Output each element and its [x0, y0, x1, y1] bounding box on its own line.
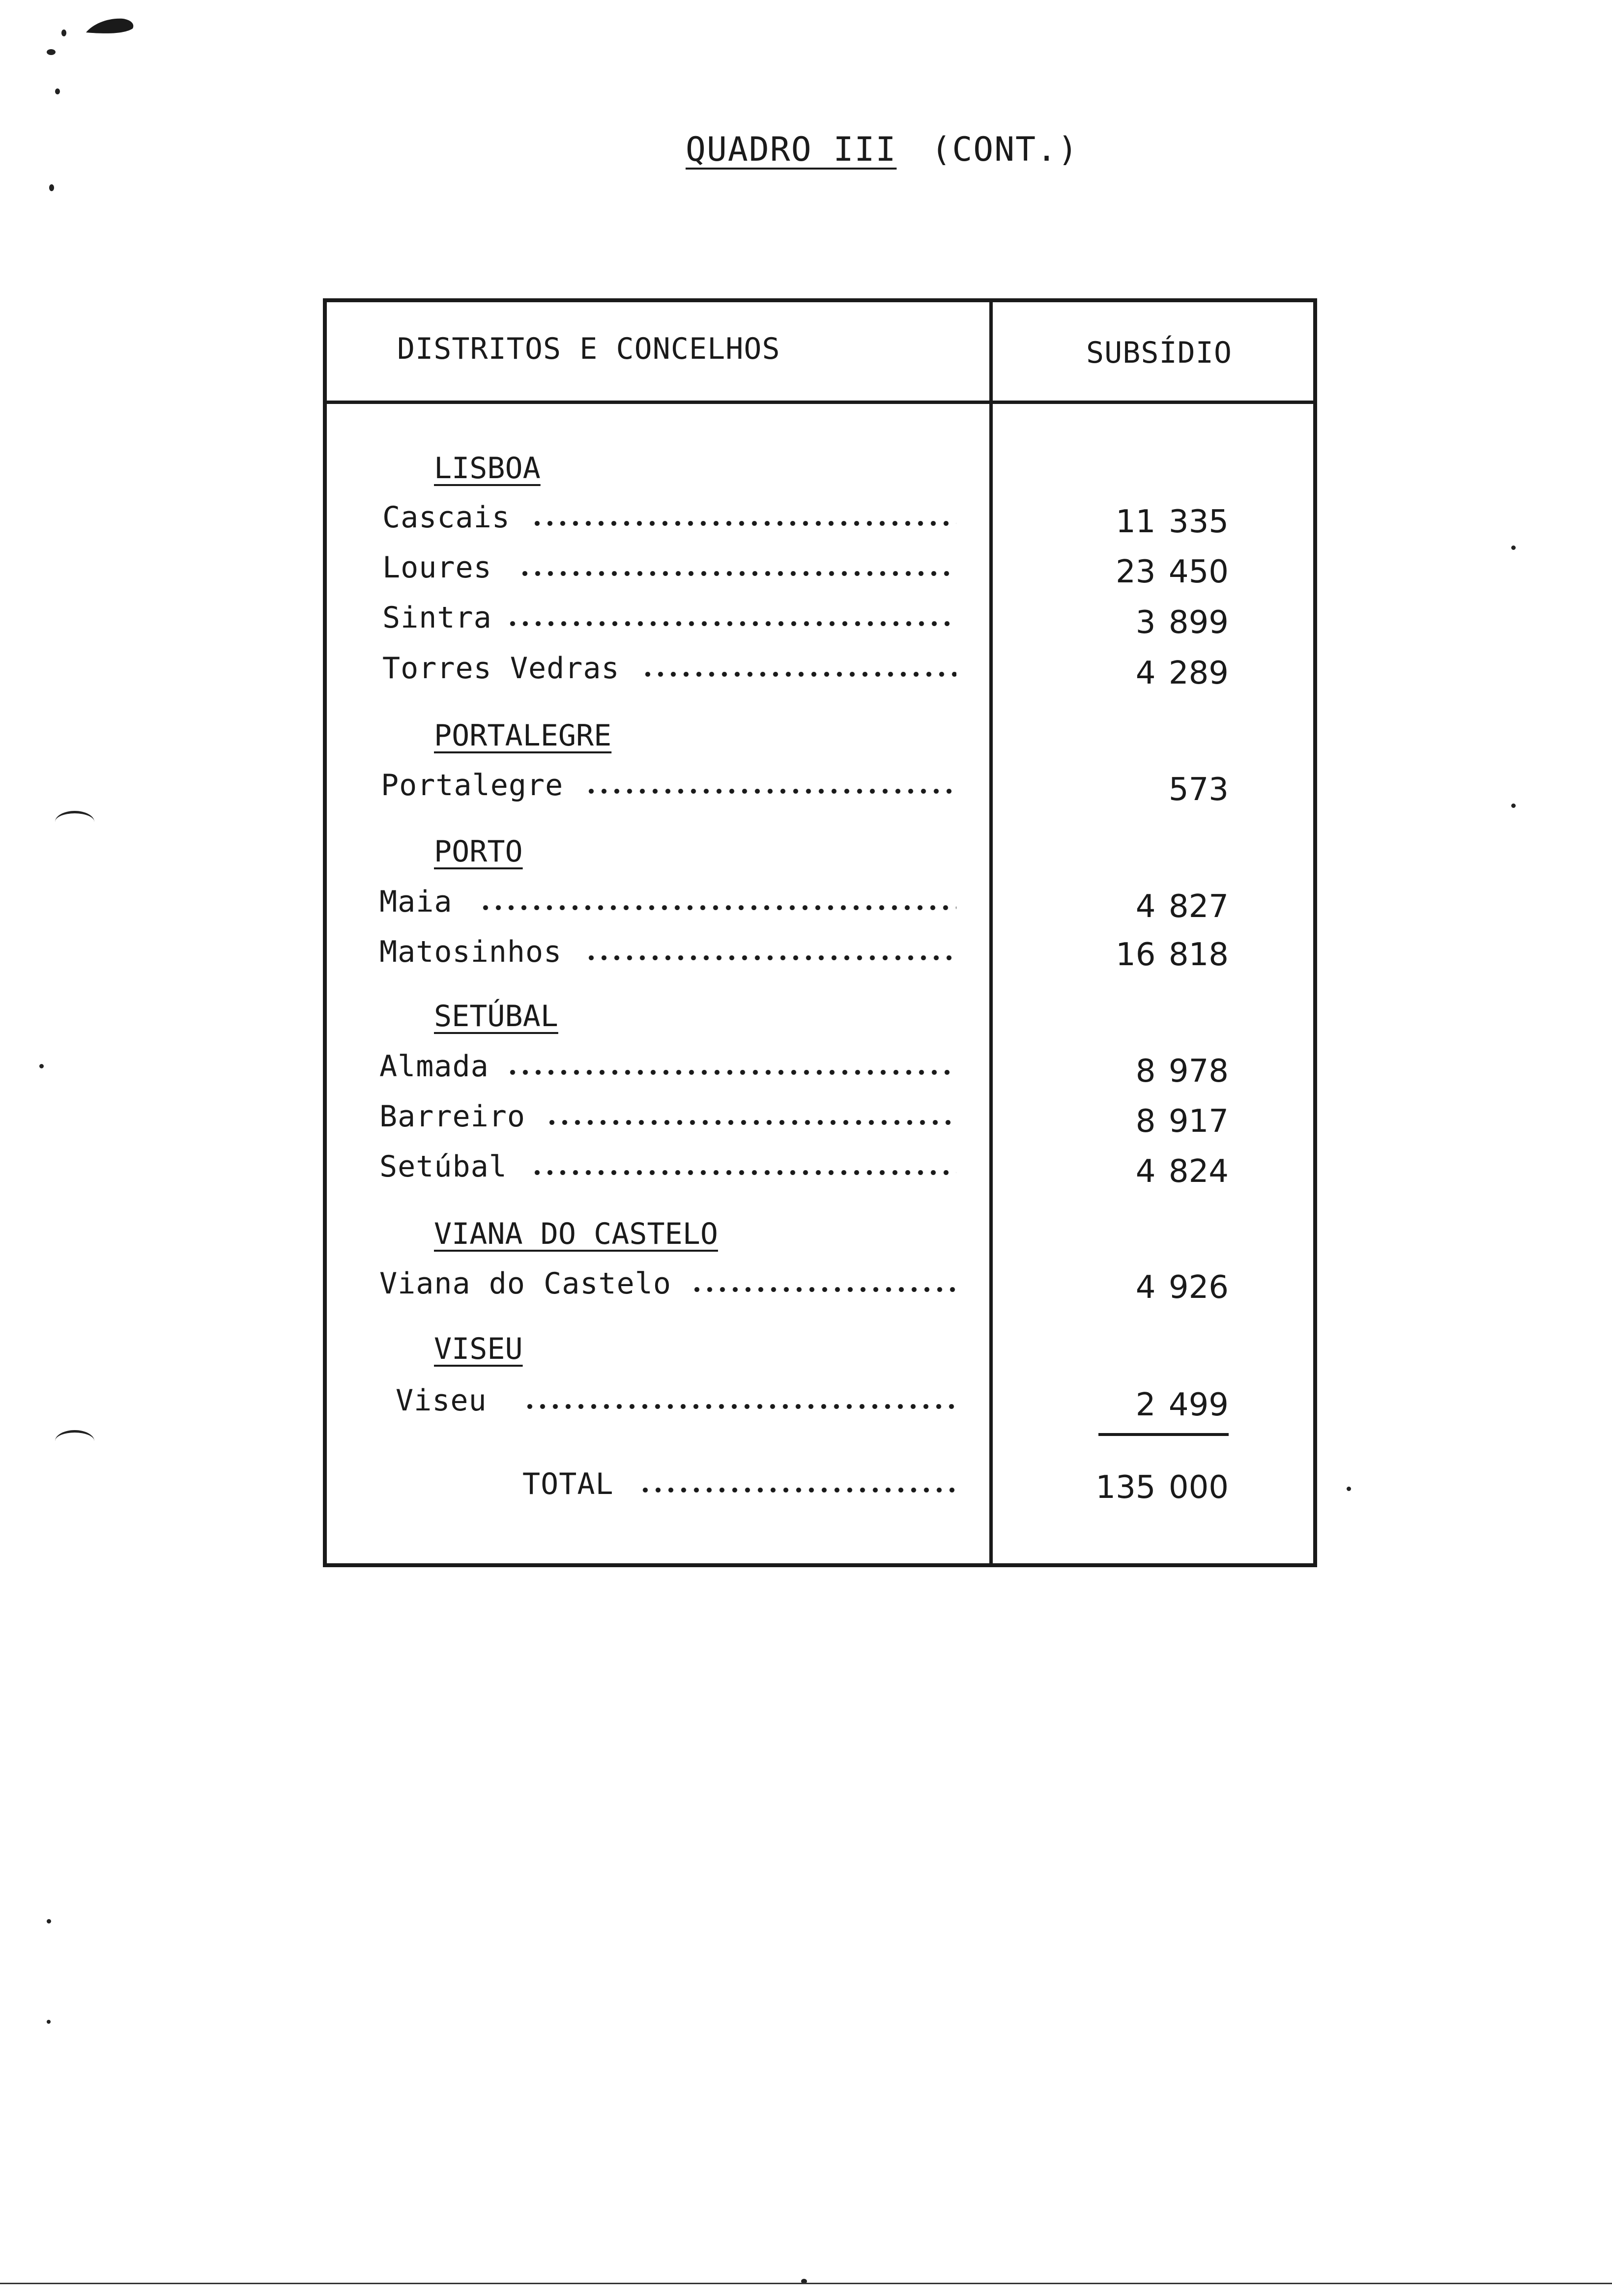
total-rule — [1098, 1433, 1229, 1436]
page-bottom-edge — [0, 2283, 1612, 2284]
scan-speck — [39, 1064, 44, 1068]
row-name: Barreiro — [379, 1099, 525, 1134]
page-title — [686, 130, 1128, 169]
row-name: Maia — [379, 885, 453, 919]
leader-dots — [518, 571, 956, 576]
row-value: 8 978 — [1135, 1053, 1229, 1090]
row-name: Viana do Castelo — [379, 1266, 671, 1301]
column-divider — [989, 298, 993, 1567]
leader-dots — [691, 1287, 956, 1292]
leader-dots — [639, 1488, 956, 1492]
leader-dots — [585, 789, 956, 794]
row-value: 4 827 — [1135, 889, 1229, 925]
leader-dots — [585, 955, 956, 960]
row-value: 8 917 — [1135, 1103, 1229, 1140]
total-label: TOTAL — [522, 1467, 614, 1501]
row-name: Loures — [382, 550, 492, 585]
row-value: 4 926 — [1135, 1269, 1229, 1306]
table-frame — [323, 298, 1317, 1567]
row-value: 4 824 — [1135, 1153, 1229, 1190]
leader-dots — [531, 521, 956, 526]
leader-dots — [641, 672, 956, 677]
district-heading: SETÚBAL — [434, 999, 558, 1033]
row-name: Torres Vedras — [382, 651, 620, 686]
leader-dots — [531, 1170, 956, 1175]
row-value: 3 899 — [1135, 604, 1229, 641]
title-suffix: (CONT.) — [931, 130, 1079, 169]
row-name: Sintra — [382, 601, 492, 635]
row-value: 573 — [1168, 772, 1229, 808]
row-name: Viseu — [396, 1383, 487, 1418]
row-name: Portalegre — [381, 768, 564, 803]
header-districts: DISTRITOS E CONCELHOS — [397, 332, 780, 366]
scan-speck — [47, 49, 56, 55]
row-name: Almada — [379, 1049, 489, 1084]
total-value: 135 000 — [1095, 1469, 1229, 1506]
row-value: 23 450 — [1116, 554, 1229, 590]
district-heading: LISBOA — [434, 451, 541, 486]
title-main: QUADRO III — [686, 130, 897, 169]
scan-speck — [55, 88, 60, 94]
row-value: 11 335 — [1116, 504, 1229, 540]
scan-speck — [47, 1919, 51, 1923]
district-heading: VISEU — [434, 1332, 523, 1366]
leader-dots — [506, 1070, 956, 1075]
row-value: 16 818 — [1116, 937, 1229, 973]
district-heading: PORTO — [434, 834, 523, 869]
ink-blot — [84, 14, 138, 36]
scan-mark — [55, 1430, 94, 1452]
row-value: 4 289 — [1135, 655, 1229, 691]
scan-mark — [55, 811, 94, 833]
scan-speck — [1347, 1487, 1351, 1491]
header-divider — [323, 401, 1317, 404]
scan-speck — [61, 29, 66, 36]
header-subsidy: SUBSÍDIO — [1086, 336, 1232, 370]
scan-speck — [49, 184, 54, 191]
scan-speck — [1511, 545, 1516, 550]
row-name: Matosinhos — [379, 935, 562, 969]
district-heading: PORTALEGRE — [434, 718, 612, 753]
leader-dots — [523, 1404, 956, 1409]
district-heading: VIANA DO CASTELO — [434, 1217, 718, 1251]
scan-speck — [47, 2020, 51, 2024]
scan-speck — [1511, 804, 1516, 808]
row-value: 2 499 — [1135, 1387, 1229, 1423]
row-name: Setúbal — [379, 1149, 507, 1184]
leader-dots — [506, 621, 956, 626]
leader-dots — [546, 1120, 956, 1125]
row-name: Cascais — [382, 500, 510, 535]
leader-dots — [479, 905, 956, 910]
